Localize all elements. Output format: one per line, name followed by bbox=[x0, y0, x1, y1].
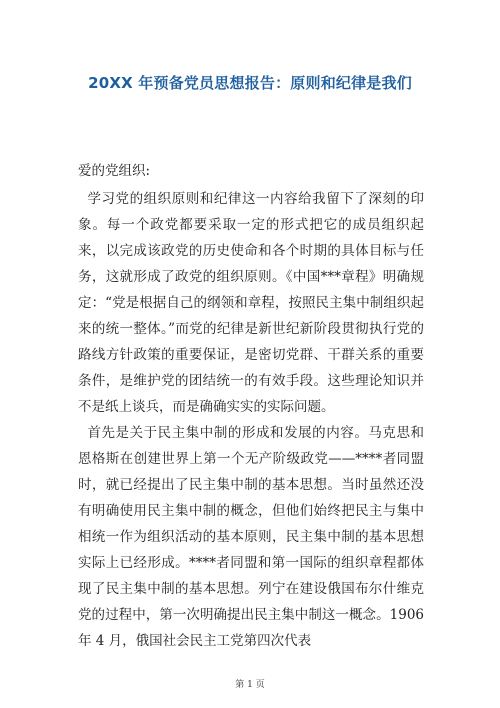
body-paragraph-1: 学习党的组织原则和纪律这一内容给我留下了深刻的印象。每一个政党都要采取一定的形式把它的成员组织起来，以完成该政党的历史使命和各个时期的具体目标与任务，这就形成了政党的组织原则。《中国***章程》明确规定：“党是根据自己的纲领和章程，按照民主集中制组织起来的统一整体。”而党的纪律是新世纪新阶段贯彻执行党的路线方针政策的重要保证，是密切党群、干群关系的重要条件，是维护党的团结统一的有效手段。这些理论知识并不是纸上谈兵，而是确确实实的实际问题。 bbox=[78, 191, 424, 415]
page-number: 第 1 页 bbox=[235, 680, 265, 690]
greeting-line: 爱的党组织: bbox=[78, 163, 151, 179]
document-title: 20XX 年预备党员思想报告：原则和纪律是我们 bbox=[88, 74, 412, 92]
document-body bbox=[78, 158, 424, 654]
body-paragraph-2: 首先是关于民主集中制的形成和发展的内容。马克思和恩格斯在创建世界上第一个无产阶级政党——****者同盟时，就已经提出了民主集中制的基本思想。当时虽然还没有明确使用民主集中制的概念，但他们始终把民主与集中相统一作为组织活动的基本原则，民主集中制的基本思想实际上已经形成。****者同盟和第一国际的组织章程都体现了民主集中制的基本思想。列宁在建设俄国布尔什维克党的过程中，第一次明确提出民主集中制这一概念。1906 年 4 月，俄国社会民主工党第四次代表 bbox=[78, 425, 424, 649]
